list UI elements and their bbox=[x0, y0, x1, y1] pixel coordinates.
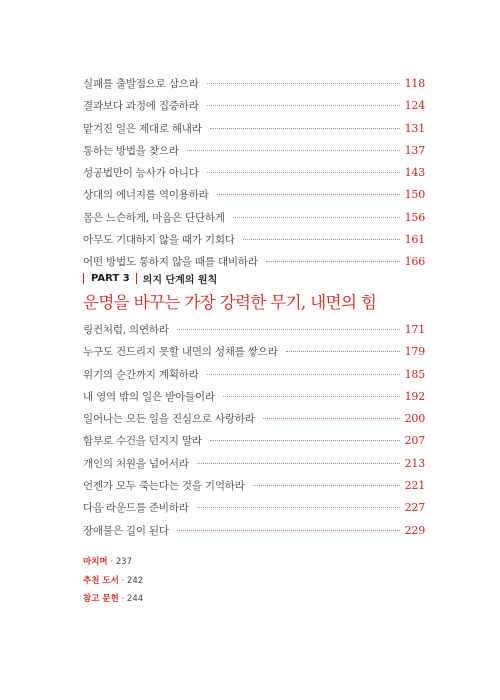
part-header bbox=[83, 271, 217, 286]
dot-leader bbox=[187, 150, 400, 151]
toc-entry[interactable] bbox=[83, 165, 425, 187]
appendix-entry-page: 244 bbox=[126, 594, 144, 604]
toc-entry-title: 링컨처럼, 의연하라 bbox=[83, 324, 169, 336]
toc-entry-title: 상대의 에너지를 역이용하라 bbox=[83, 189, 209, 202]
toc-entry[interactable] bbox=[83, 367, 425, 389]
toc-entry[interactable] bbox=[83, 478, 425, 500]
toc-entry-title: 누구도 건드리지 못할 내면의 성채를 쌓으라 bbox=[83, 346, 278, 359]
toc-entry[interactable] bbox=[83, 523, 425, 545]
toc-entry-page: 161 bbox=[404, 233, 425, 247]
appendix-entry-separator: · bbox=[121, 575, 125, 586]
toc-entry[interactable] bbox=[83, 121, 425, 143]
toc-entry-title: 언젠가 모두 죽는다는 것을 기억하라 bbox=[83, 480, 245, 493]
toc-entry-title: 결과보다 과정에 집중하라 bbox=[83, 100, 199, 113]
toc-entry-page: 221 bbox=[404, 479, 425, 493]
toc-entry-page: 137 bbox=[404, 143, 425, 157]
toc-entry-title: 위기의 순간까지 계획하라 bbox=[83, 368, 199, 381]
appendix-entry-separator: · bbox=[110, 557, 114, 567]
dot-leader bbox=[207, 172, 400, 173]
toc-entry-title: 개인의 처원을 넘어서라 bbox=[83, 457, 189, 470]
dot-leader bbox=[197, 463, 400, 464]
toc-entry[interactable] bbox=[83, 389, 425, 411]
appendix-entry-separator: · bbox=[121, 594, 125, 604]
toc-entry[interactable] bbox=[83, 187, 425, 209]
toc-entry-page: 229 bbox=[404, 523, 425, 537]
toc-entry[interactable] bbox=[83, 76, 425, 98]
dot-leader bbox=[223, 396, 400, 397]
toc-entry[interactable] bbox=[83, 500, 425, 522]
toc-entry[interactable] bbox=[83, 456, 425, 478]
toc-entry[interactable] bbox=[83, 143, 425, 165]
toc-entry[interactable] bbox=[83, 411, 425, 433]
toc-entry-page: 200 bbox=[404, 412, 425, 426]
dot-leader bbox=[207, 83, 400, 84]
toc-entry-title: 다음 라운드를 준비하라 bbox=[83, 502, 189, 515]
toc-entry-page: 131 bbox=[404, 121, 425, 135]
toc-entry-title: 함부로 수건을 던지지 말라 bbox=[83, 435, 202, 448]
toc-entry-page: 207 bbox=[404, 434, 425, 448]
appendix-entry-label: 참고 문헌 bbox=[83, 594, 119, 604]
toc-list-part2 bbox=[83, 76, 425, 277]
toc-entry-page: 143 bbox=[404, 166, 425, 180]
toc-list-part3 bbox=[83, 322, 425, 545]
toc-entry-page: 150 bbox=[404, 188, 425, 202]
toc-entry-title: 통하는 방법을 찾으라 bbox=[83, 144, 179, 157]
dot-leader bbox=[177, 329, 400, 330]
dot-leader bbox=[243, 239, 400, 240]
part-subtitle: 의지 단계의 원칙 bbox=[142, 275, 218, 286]
toc-entry-page: 179 bbox=[404, 345, 425, 359]
dot-leader bbox=[217, 194, 400, 195]
appendix-entry[interactable] bbox=[83, 592, 143, 611]
toc-entry-page: 171 bbox=[404, 323, 425, 336]
dot-leader bbox=[177, 530, 400, 531]
toc-entry-page: 192 bbox=[404, 389, 425, 403]
part-divider-bar bbox=[83, 273, 84, 284]
toc-entry-title: 실패를 출발점으로 삼으라 bbox=[83, 78, 199, 90]
dot-leader bbox=[197, 507, 400, 508]
appendix-entry-page: 242 bbox=[126, 575, 144, 586]
toc-entry-title: 맡겨진 일은 제대로 해내라 bbox=[83, 122, 202, 135]
toc-entry-page: 156 bbox=[404, 210, 425, 224]
appendix-entry[interactable] bbox=[83, 555, 143, 574]
toc-entry-title: 일어나는 모든 일을 진심으로 사랑하라 bbox=[83, 413, 255, 426]
appendix-entry[interactable] bbox=[83, 574, 143, 593]
dot-leader bbox=[233, 217, 400, 218]
dot-leader bbox=[207, 374, 400, 375]
dot-leader bbox=[207, 105, 400, 106]
toc-entry[interactable] bbox=[83, 344, 425, 366]
toc-entry-title: 장애물은 길이 된다 bbox=[83, 524, 169, 537]
toc-entry-page: 118 bbox=[404, 77, 425, 90]
toc-entry-page: 227 bbox=[404, 501, 425, 515]
dot-leader bbox=[286, 351, 400, 352]
toc-entry[interactable] bbox=[83, 433, 425, 455]
toc-entry-title: 몸은 느슨하게, 마음은 단단하게 bbox=[83, 211, 225, 224]
part-title: 운명을 바꾸는 가장 강력한 무기, 내면의 힘 bbox=[83, 293, 377, 312]
appendix-entry-label: 추천 도서 bbox=[83, 575, 119, 586]
dot-leader bbox=[266, 261, 400, 262]
appendix-entry-page: 237 bbox=[115, 557, 132, 567]
toc-entry-title: 성공법만이 능사가 아니다 bbox=[83, 167, 199, 180]
part-label: PART 3 bbox=[91, 273, 130, 284]
appendix-list bbox=[83, 555, 143, 611]
appendix-entry-label: 마치며 bbox=[83, 557, 108, 567]
toc-entry[interactable] bbox=[83, 210, 425, 232]
toc-entry-page: 213 bbox=[404, 456, 425, 470]
part-divider-bar bbox=[136, 273, 137, 284]
dot-leader bbox=[263, 418, 400, 419]
toc-entry-page: 185 bbox=[404, 367, 425, 381]
toc-entry[interactable] bbox=[83, 232, 425, 254]
toc-entry[interactable] bbox=[83, 322, 425, 344]
toc-entry-title: 어떤 방법도 통하지 않을 때를 대비하라 bbox=[83, 256, 258, 269]
dot-leader bbox=[210, 440, 400, 441]
toc-entry-title: 아무도 기대하지 않을 때가 기회다 bbox=[83, 234, 235, 247]
dot-leader bbox=[253, 485, 400, 486]
toc-entry-page: 124 bbox=[404, 99, 425, 113]
toc-entry-title: 내 영역 밖의 일은 받아들이라 bbox=[83, 390, 215, 403]
toc-entry-page: 166 bbox=[404, 255, 425, 269]
dot-leader bbox=[210, 128, 400, 129]
toc-entry[interactable] bbox=[83, 98, 425, 120]
